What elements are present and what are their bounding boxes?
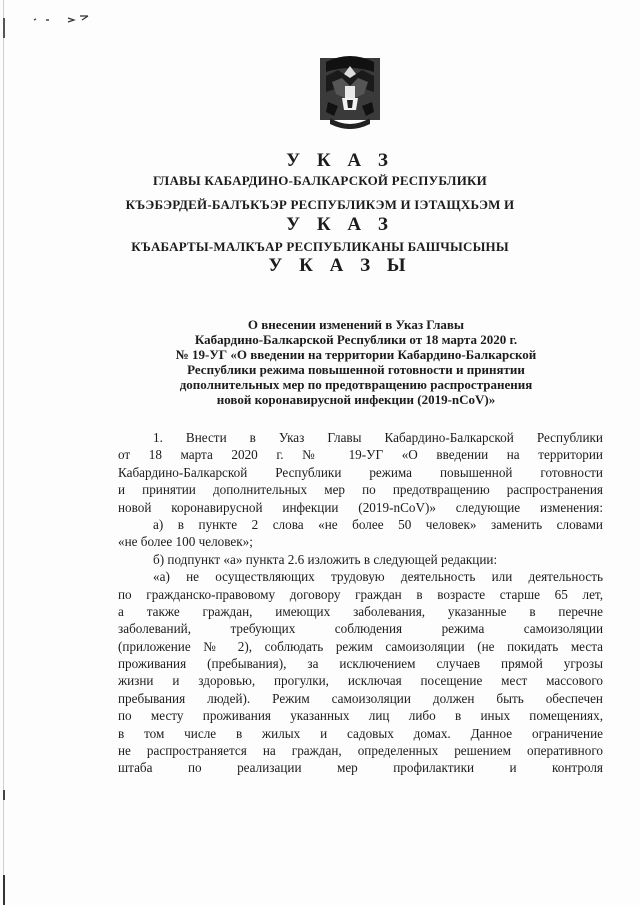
- body-line: «не более 100 человек»;: [118, 534, 253, 550]
- body-line: не распространяется на граждан, определенных решением оперативного: [118, 743, 603, 759]
- body-line: б) подпункт «а» пункта 2.6 изложить в следующей редакции:: [153, 551, 498, 567]
- body-line: заболеваний, требующих соблюдения режима самоизоляции: [118, 621, 603, 637]
- body-line: по месту проживания указанных лиц либо в иных помещениях,: [118, 708, 603, 724]
- body-line: (приложение № 2), соблюдать режим самоизоляции (не покидать места: [118, 638, 603, 654]
- body-line: штаба по реализации мер профилактики и контроля: [118, 760, 603, 776]
- body-line: проживания (пребывания), за исключением случаев прямой угрозы: [118, 656, 603, 672]
- body-line: а) в пункте 2 слова «не более 50 человек» заменить словами: [153, 516, 603, 532]
- subject-line: № 19-УГ «О введении на территории Кабардино-Балкарской: [175, 347, 537, 362]
- body-line: новой коронавирусной инфекции (2019-nCoV)» следующие изменения:: [118, 499, 603, 515]
- issuer-title-ru: ГЛАВЫ КАБАРДИНО-БАЛКАРСКОЙ РЕСПУБЛИКИ: [153, 173, 487, 188]
- body-line: в том числе в жилых и садовых домах. Данное ограничение: [118, 725, 603, 741]
- subject-line: Республики режима повышенной готовности и принятии: [187, 362, 525, 377]
- subject-line: О внесении изменений в Указ Главы: [247, 317, 465, 332]
- decree-title-karachay-balkar: У К А З Ы: [268, 255, 412, 276]
- body-line: 1. Внести в Указ Главы Кабардино-Балкарской Республики: [153, 430, 603, 445]
- scan-edge-mark: [3, 18, 5, 38]
- subject-line: Кабардино-Балкарской Республики от 18 марта 2020 г.: [194, 332, 518, 347]
- coat-of-arms-emblem: [318, 52, 382, 134]
- body-line: «а) не осуществляющих трудовую деятельность или деятельность: [153, 569, 603, 585]
- scan-edge-mark: [3, 790, 5, 800]
- body-line: Кабардино-Балкарской Республики режима повышенной готовности: [118, 464, 603, 480]
- scan-artifact-marks: [30, 8, 120, 28]
- issuer-title-karachay-balkar: КЪАБАРТЫ-МАЛКЪАР РЕСПУБЛИКАНЫ БАШЧЫСЫНЫ: [131, 239, 509, 254]
- subject-line: новой коронавирусной инфекции (2019-nCoV)»: [216, 392, 496, 407]
- body-line: пребывания людей). Режим самоизоляции должен быть обеспечен: [118, 690, 603, 706]
- decree-body: [118, 429, 603, 777]
- body-line: и принятии дополнительных мер по предотвращению распространения: [118, 482, 603, 498]
- body-line: а также граждан, имеющих заболевания, указанные в перечне: [118, 603, 603, 619]
- decree-subject: [96, 317, 616, 407]
- body-line: от 18 марта 2020 г. № 19-УГ «О введении на территории: [118, 447, 603, 463]
- scan-edge-mark: [3, 875, 5, 905]
- body-line: по гражданско-правовому договору граждан в возрасте старше 65 лет,: [118, 586, 603, 602]
- subject-line: дополнительных мер по предотвращению распространения: [179, 377, 533, 392]
- issuer-title-kabardian: КЪЭБЭРДЕЙ-БАЛЪКЪЭР РЕСПУБЛИКЭМ И ІЭТАЩХЬЭМ И: [125, 197, 515, 212]
- decree-title-ru: У К А З: [286, 150, 394, 171]
- body-line: жизни и здоровью, прогулки, исключая посещение мест массового: [118, 673, 603, 689]
- scan-edge-line: [3, 0, 4, 905]
- decree-title-kabardian: У К А З: [286, 214, 394, 235]
